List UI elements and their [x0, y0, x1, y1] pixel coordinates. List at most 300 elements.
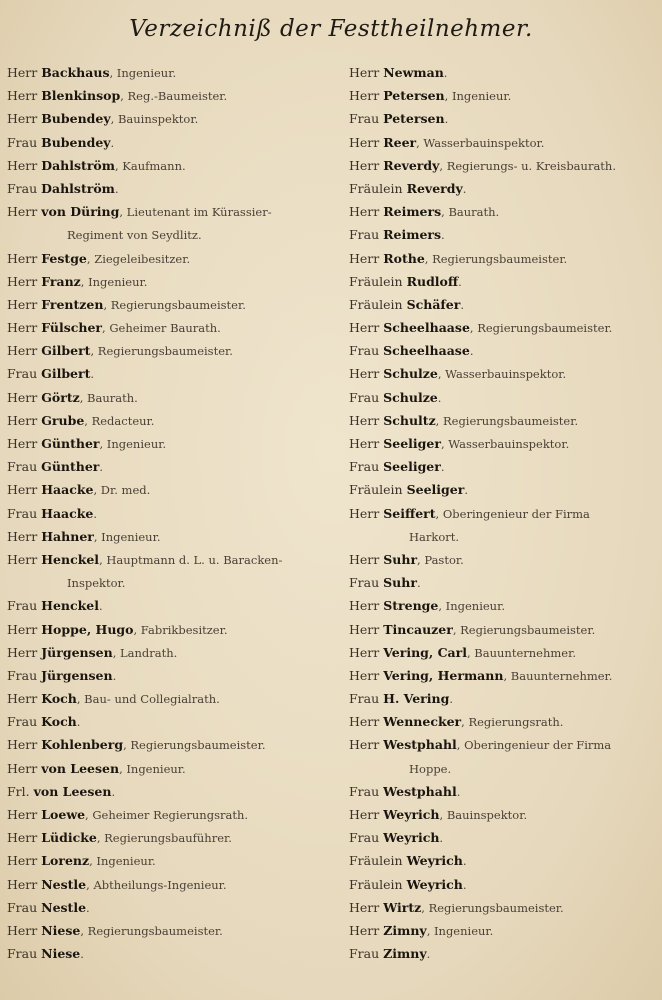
participant-entry — [349, 548, 659, 571]
participant-description: , Regierungsbaumeister. — [435, 413, 579, 428]
participant-description: , Bauinspektor. — [110, 112, 199, 127]
participant-honorific: Frau — [349, 783, 380, 799]
participant-honorific: Herr — [7, 853, 38, 869]
participant-entry — [7, 177, 327, 200]
participant-entry — [7, 84, 327, 107]
participant-description: . — [458, 274, 462, 289]
participant-honorific: Frau — [349, 389, 380, 405]
participant-description: , Ingenieur. — [444, 89, 512, 104]
participant-entry — [349, 223, 659, 246]
participant-name: Dahlström — [41, 157, 115, 173]
participant-entry — [7, 849, 327, 872]
participant-honorific: Herr — [7, 320, 38, 336]
participant-description: , Ingenieur. — [438, 599, 505, 614]
participant-entry — [7, 432, 327, 455]
participant-description: . — [90, 367, 95, 382]
participant-name: Nestle — [41, 876, 87, 892]
participant-name: Vering, Hermann — [383, 667, 504, 683]
participant-entry — [349, 455, 659, 478]
participant-honorific: Herr — [7, 65, 38, 80]
participant-honorific: Herr — [349, 366, 380, 382]
participant-description: . — [76, 715, 81, 730]
participant-honorific: Herr — [7, 436, 38, 452]
participant-honorific: Herr — [7, 621, 38, 637]
participant-description-continuation: Regiment von Seydlitz. — [67, 228, 202, 243]
participant-entry — [349, 107, 659, 130]
participant-entry — [7, 386, 327, 409]
participant-entry — [349, 919, 659, 942]
participant-description: , Regierungsbaumeister. — [103, 297, 246, 312]
participant-description: , Regierungsbaumeister. — [452, 622, 596, 637]
participant-honorific: Herr — [7, 389, 38, 405]
participant-name: Seeliger — [406, 482, 465, 498]
participant-honorific: Herr — [7, 296, 38, 312]
participant-entry — [7, 873, 327, 896]
participant-entry — [7, 826, 327, 849]
participant-description: . — [80, 947, 84, 962]
participant-entry — [349, 478, 659, 501]
participant-description: , Bauunternehmer. — [503, 668, 613, 683]
participant-honorific: Herr — [7, 551, 38, 567]
participant-entry — [7, 362, 327, 385]
participant-name: Schulze — [383, 366, 438, 382]
participant-entry — [349, 339, 659, 362]
participant-name: Henckel — [41, 551, 100, 567]
participant-honorific: Herr — [349, 598, 380, 614]
participant-name: Loewe — [41, 807, 86, 823]
participant-honorific: Frau — [7, 505, 38, 521]
participant-name: Frentzen — [41, 296, 104, 312]
participant-name: Reer — [383, 134, 417, 150]
participant-entry — [349, 594, 659, 617]
participant-description: , Baurath. — [79, 390, 138, 405]
participant-entry — [7, 687, 327, 710]
participant-description: , Ingenieur. — [93, 529, 161, 544]
participant-description: , Ingenieur. — [89, 854, 156, 869]
participant-entry — [349, 849, 659, 872]
participant-description: , Fabrikbesitzer. — [133, 622, 228, 637]
participant-description: . — [462, 181, 467, 196]
participant-honorific: Frau — [7, 714, 38, 730]
participant-name: Rothe — [383, 250, 425, 266]
participant-honorific: Herr — [7, 412, 38, 428]
participant-name: H. Vering — [383, 691, 450, 707]
participant-description: . — [437, 390, 442, 405]
participant-entry — [349, 942, 659, 965]
participant-name: Westphahl — [383, 737, 457, 753]
participant-description: . — [462, 877, 467, 892]
participant-name: Wirtz — [383, 899, 422, 915]
participant-description: , Regierungsbaumeister. — [80, 923, 223, 938]
participant-entry — [349, 618, 659, 641]
participant-honorific: Herr — [7, 343, 38, 359]
page-title: Verzeichniß der Festtheilnehmer. — [129, 16, 533, 42]
participant-honorific: Herr — [349, 551, 380, 567]
participant-entry — [7, 455, 327, 478]
participant-honorific: Frau — [7, 899, 38, 915]
participant-entry — [349, 571, 659, 594]
participant-honorific: Fräulein — [349, 876, 403, 892]
participant-honorific: Frau — [349, 575, 380, 591]
participant-name: Weyrich — [406, 876, 463, 892]
participant-honorific: Frau — [7, 134, 38, 150]
participant-entry — [349, 293, 659, 316]
participant-entry — [7, 316, 327, 339]
participant-description: , Oberingenieur der Firma — [456, 738, 612, 753]
participant-entry — [7, 154, 327, 177]
participant-description: , Bauunternehmer. — [467, 645, 576, 660]
participant-description: , Bau- und Collegialrath. — [76, 692, 220, 707]
participant-honorific: Herr — [7, 157, 38, 173]
participant-name: Lorenz — [41, 853, 90, 869]
participant-honorific: Herr — [7, 830, 38, 846]
participant-description: , Pastor. — [417, 552, 464, 567]
participant-entry — [7, 618, 327, 641]
participant-name: Blenkinsop — [41, 88, 121, 104]
participant-name: Henckel — [41, 598, 99, 614]
participant-honorific: Herr — [7, 644, 38, 660]
participant-honorific: Herr — [349, 505, 380, 521]
participant-entry — [349, 733, 659, 779]
participant-name: Koch — [41, 691, 77, 707]
participant-description-continuation: Inspektor. — [67, 576, 126, 591]
participant-entry — [7, 641, 327, 664]
participant-name: Haacke — [41, 505, 94, 521]
participant-name: von Düring — [41, 204, 120, 220]
participant-honorific: Frau — [349, 946, 380, 962]
participant-entry — [7, 270, 327, 293]
participant-name: Wennecker — [383, 714, 462, 730]
participant-name: Reimers — [383, 204, 442, 220]
participant-entry — [7, 339, 327, 362]
participant-entry — [7, 525, 327, 548]
participant-honorific: Frau — [349, 691, 380, 707]
participant-honorific: Frau — [349, 459, 380, 475]
participant-entry — [349, 502, 659, 548]
participant-entry — [349, 386, 659, 409]
participant-honorific: Herr — [7, 737, 38, 753]
participant-entry — [349, 432, 659, 455]
participant-entry — [349, 131, 659, 154]
participant-honorific: Herr — [7, 922, 38, 938]
participant-name: Koch — [41, 714, 77, 730]
participant-list-left — [7, 61, 327, 965]
participant-name: Gilbert — [41, 366, 91, 382]
participant-entry — [7, 131, 327, 154]
participant-entry — [349, 896, 659, 919]
participant-name: Fülscher — [41, 320, 103, 336]
participant-description: , Geheimer Regierungsrath. — [85, 808, 249, 823]
participant-name: Weyrich — [383, 807, 440, 823]
participant-honorific: Herr — [349, 134, 380, 150]
participant-name: Suhr — [383, 575, 417, 591]
participant-name: Tincauzer — [383, 621, 453, 637]
participant-entry — [349, 270, 659, 293]
participant-description: . — [439, 831, 444, 846]
participant-honorific: Herr — [349, 88, 380, 104]
participant-name: Strenge — [383, 598, 439, 614]
participant-entry — [349, 316, 659, 339]
participant-description: . — [111, 784, 116, 799]
participant-description: . — [462, 854, 467, 869]
participant-entry — [349, 200, 659, 223]
participant-name: Petersen — [383, 111, 445, 127]
participant-entry — [7, 293, 327, 316]
participant-description: . — [469, 344, 474, 359]
participant-description: , Ingenieur. — [426, 923, 494, 938]
participant-honorific: Herr — [349, 807, 380, 823]
participant-entry — [7, 594, 327, 617]
participant-description: . — [114, 181, 119, 196]
participant-name: von Leesen — [41, 760, 120, 776]
participant-honorific: Herr — [349, 737, 380, 753]
participant-description: , Landrath. — [112, 645, 178, 660]
participant-honorific: Frau — [7, 667, 38, 683]
participant-honorific: Herr — [7, 528, 38, 544]
participant-name: Reimers — [383, 227, 442, 243]
participant-description: , Wasserbauinspektor. — [440, 437, 570, 451]
participant-description: . — [98, 599, 103, 614]
participant-description: , Ingenieur. — [80, 274, 148, 289]
participant-name: Backhaus — [41, 65, 110, 80]
participant-honorific: Frau — [7, 946, 38, 962]
participant-description: , Wasserbauinspektor. — [437, 367, 567, 382]
participant-entry — [349, 687, 659, 710]
participant-name: Jürgensen — [41, 644, 113, 660]
participant-honorific: Herr — [7, 250, 38, 266]
participant-name: Schäfer — [406, 296, 461, 312]
participant-description: , Geheimer Baurath. — [102, 321, 221, 336]
participant-entry — [7, 502, 327, 525]
participant-entry — [7, 757, 327, 780]
participant-entry — [7, 409, 327, 432]
participant-name: Bubendey — [41, 111, 111, 127]
participant-entry — [7, 803, 327, 826]
participant-entry — [349, 803, 659, 826]
participant-entry — [349, 710, 659, 733]
participant-name: Zimny — [383, 946, 427, 962]
participant-honorific: Frau — [349, 111, 380, 127]
participant-description: , Baurath. — [441, 205, 500, 220]
participant-honorific: Fräulein — [349, 296, 403, 312]
participant-entry — [349, 873, 659, 896]
participant-name: Seeliger — [383, 459, 441, 475]
participant-honorific: Herr — [349, 250, 380, 266]
participant-name: Seiffert — [383, 505, 436, 521]
participant-description: , Hauptmann d. L. u. Baracken- — [99, 552, 283, 567]
participant-entry — [7, 61, 327, 84]
participant-description: , Oberingenieur der Firma — [435, 506, 590, 521]
participant-name: Seeliger — [383, 436, 441, 451]
participant-description: , Ingenieur. — [119, 761, 186, 776]
participant-name: Festge — [41, 250, 87, 266]
participant-name: Jürgensen — [41, 667, 113, 683]
participant-description: . — [441, 228, 445, 243]
participant-name: Weyrich — [406, 853, 463, 869]
participant-description: , Ingenieur. — [109, 66, 177, 80]
participant-name: Reverdy — [406, 180, 463, 196]
participant-description: . — [86, 900, 90, 915]
participant-name: Petersen — [383, 88, 445, 104]
participant-entry — [349, 84, 659, 107]
participant-name: Schulze — [383, 389, 438, 405]
participant-description: , Bauinspektor. — [439, 808, 528, 823]
participant-entry — [7, 107, 327, 130]
participant-description: . — [456, 784, 461, 799]
participant-honorific: Herr — [7, 876, 38, 892]
participant-entry — [7, 780, 327, 803]
participant-description: , Regierungsrath. — [461, 715, 564, 730]
participant-name: Weyrich — [383, 830, 440, 846]
participant-entry — [349, 177, 659, 200]
participant-entry — [7, 896, 327, 919]
participant-name: Görtz — [41, 389, 80, 405]
participant-honorific: Frau — [7, 180, 38, 196]
participant-description: , Lieutenant im Kürassier- — [119, 205, 272, 220]
participant-name: Grube — [41, 412, 85, 428]
participant-entry — [349, 780, 659, 803]
participant-description: , Abtheilungs-Ingenieur. — [86, 877, 227, 892]
participant-entry — [7, 247, 327, 270]
participant-description: , Dr. med. — [93, 483, 151, 498]
participant-description: . — [99, 460, 104, 475]
participant-description: . — [460, 297, 464, 312]
participant-description: , Regierungsbauführer. — [96, 831, 232, 846]
participant-honorific: Herr — [349, 922, 380, 938]
participant-description: . — [464, 483, 468, 498]
participant-honorific: Herr — [7, 204, 38, 220]
participant-list-right — [349, 61, 659, 965]
participant-entry — [7, 200, 327, 246]
participant-honorific: Herr — [349, 644, 380, 660]
participant-honorific: Herr — [7, 88, 38, 104]
participant-entry — [349, 247, 659, 270]
participant-honorific: Herr — [349, 320, 380, 336]
participant-name: Zimny — [383, 922, 427, 938]
participant-name: Hahner — [41, 528, 94, 544]
participant-description: , Wasserbauinspektor. — [416, 135, 545, 150]
participant-name: von Leesen — [33, 783, 112, 799]
participant-name: Schultz — [383, 412, 436, 428]
participant-honorific: Herr — [7, 111, 38, 127]
participant-description: . — [426, 947, 431, 962]
participant-honorific: Frl. — [7, 783, 30, 799]
participant-entry — [349, 664, 659, 687]
participant-honorific: Herr — [349, 412, 380, 428]
participant-name: Lüdicke — [41, 830, 97, 846]
participant-name: Franz — [41, 273, 81, 289]
participant-honorific: Fräulein — [349, 273, 403, 289]
participant-name: Westphahl — [383, 783, 457, 799]
participant-entry — [349, 826, 659, 849]
participant-honorific: Fräulein — [349, 853, 403, 869]
participant-name: Dahlström — [41, 180, 115, 196]
participant-honorific: Herr — [349, 667, 380, 683]
participant-description: , Kaufmann. — [114, 158, 186, 173]
participant-entry — [349, 61, 659, 84]
participant-entry — [7, 919, 327, 942]
participant-name: Scheelhaase — [383, 343, 470, 359]
participant-entry — [7, 664, 327, 687]
participant-honorific: Herr — [349, 204, 380, 220]
participant-entry — [7, 478, 327, 501]
participant-name: Niese — [41, 922, 81, 938]
participant-description: . — [449, 692, 453, 707]
participant-description-continuation: Hoppe. — [409, 761, 452, 776]
participant-honorific: Frau — [349, 227, 380, 243]
participant-description: , Regierungsbaumeister. — [90, 344, 233, 359]
participant-honorific: Herr — [7, 760, 38, 776]
participant-honorific: Herr — [349, 157, 380, 173]
participant-description: . — [416, 576, 421, 591]
participant-honorific: Herr — [7, 807, 38, 823]
participant-entry — [7, 548, 327, 594]
participant-description: , Regierungsbaumeister. — [123, 738, 266, 753]
participant-honorific: Herr — [7, 482, 38, 498]
participant-honorific: Frau — [349, 343, 380, 359]
participant-description-continuation: Harkort. — [409, 529, 460, 544]
participant-name: Scheelhaase — [383, 320, 470, 336]
participant-name: Bubendey — [41, 134, 111, 150]
participant-description: , Reg.-Baumeister. — [120, 89, 228, 104]
participant-name: Günther — [41, 436, 100, 452]
participant-description: , Regierungsbaumeister. — [469, 321, 613, 336]
participant-name: Rudloff — [406, 273, 459, 289]
participant-honorific: Herr — [7, 691, 38, 707]
participant-honorific: Frau — [349, 830, 380, 846]
participant-name: Nestle — [41, 899, 87, 915]
participant-description: , Ingenieur. — [99, 437, 167, 452]
participant-description: . — [112, 668, 117, 683]
participant-description: . — [93, 506, 98, 521]
participant-description: . — [440, 460, 445, 475]
participant-honorific: Herr — [349, 621, 380, 637]
participant-name: Suhr — [383, 551, 418, 567]
participant-entry — [349, 362, 659, 385]
participant-description: . — [444, 112, 449, 127]
participant-entry — [7, 942, 327, 965]
participant-description: , Regierungs- u. Kreisbaurath. — [439, 158, 616, 173]
participant-name: Vering, Carl — [383, 644, 467, 660]
participant-description: , Regierungsbaumeister. — [424, 251, 568, 266]
participant-honorific: Fräulein — [349, 482, 403, 498]
participant-name: Reverdy — [383, 157, 440, 173]
participant-name: Niese — [41, 946, 81, 962]
participant-entry — [349, 409, 659, 432]
participant-honorific: Herr — [7, 273, 38, 289]
participant-honorific: Fräulein — [349, 180, 403, 196]
participant-description: , Ziegeleibesitzer. — [86, 251, 191, 266]
participant-name: Günther — [41, 459, 100, 475]
participant-name: Newman — [383, 65, 444, 80]
participant-honorific: Herr — [349, 436, 380, 451]
participant-entry — [7, 710, 327, 733]
participant-honorific: Frau — [7, 459, 38, 475]
participant-honorific: Herr — [349, 65, 380, 80]
participant-name: Gilbert — [41, 343, 91, 359]
participant-description: . — [110, 135, 115, 150]
participant-description: , Regierungsbaumeister. — [421, 900, 564, 915]
participant-name: Haacke — [41, 482, 94, 498]
participant-entry — [349, 641, 659, 664]
participant-name: Hoppe, Hugo — [41, 621, 134, 637]
participant-description: , Redacteur. — [84, 413, 155, 428]
participant-honorific: Frau — [7, 366, 38, 382]
participant-entry — [349, 154, 659, 177]
participant-name: Kohlenberg — [41, 737, 124, 753]
participant-honorific: Frau — [7, 598, 38, 614]
participant-entry — [7, 733, 327, 756]
